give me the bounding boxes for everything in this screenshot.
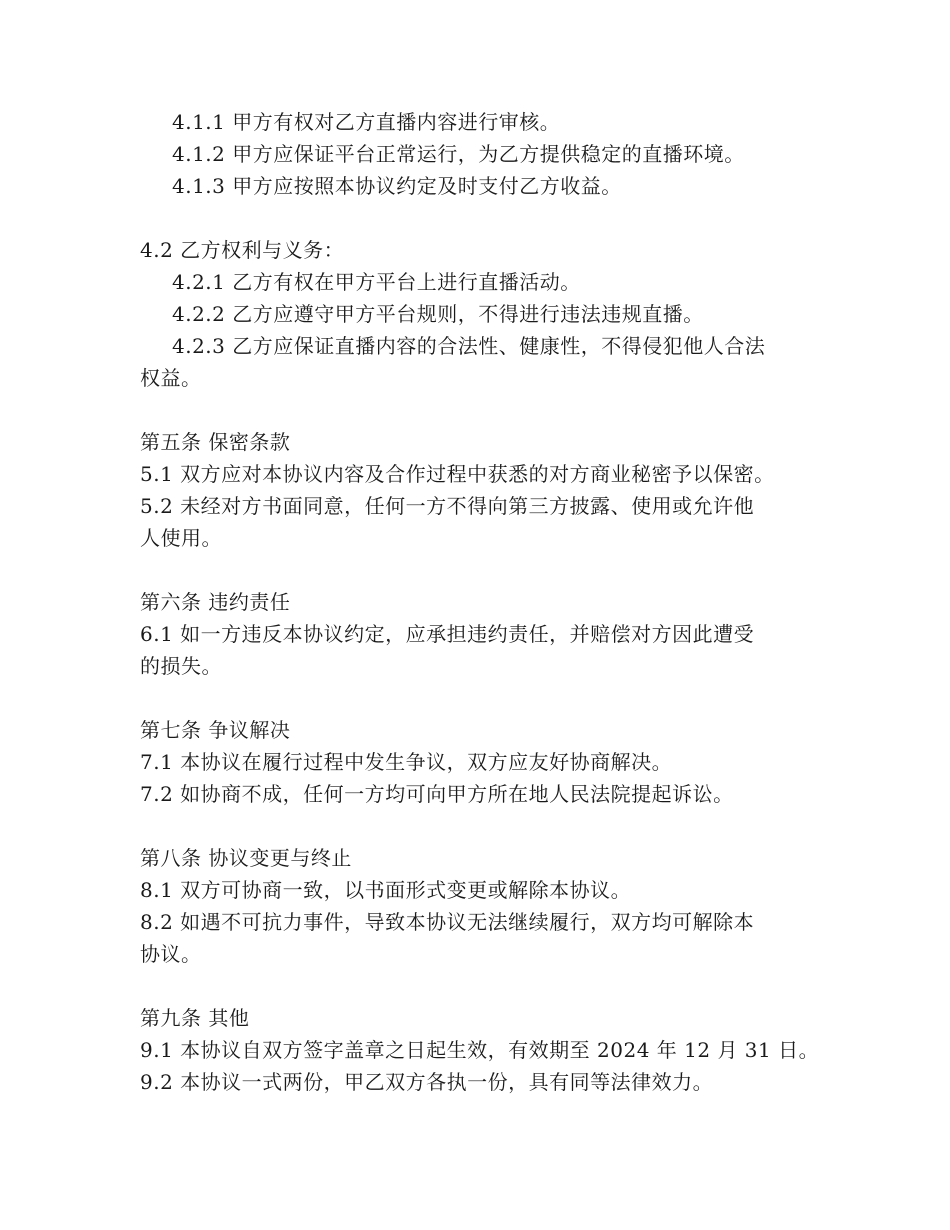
paragraph-gap (140, 682, 830, 714)
text-line: 4.2.3 乙方应保证直播内容的合法性、健康性，不得侵犯他人合法 (172, 334, 766, 358)
text-line: 的损失。 (140, 654, 222, 678)
text-line: 7.1 本协议在履行过程中发生争议，双方应友好协商解决。 (140, 750, 673, 774)
paragraph-gap (140, 554, 830, 586)
text-line: 4.1.3 甲方应按照本协议约定及时支付乙方收益。 (172, 174, 622, 198)
paragraph-gap (140, 202, 830, 234)
text-line: 9.2 本协议一式两份，甲乙双方各执一份，具有同等法律效力。 (140, 1070, 714, 1094)
text-line: 6.1 如一方违反本协议约定，应承担违约责任，并赔偿对方因此遭受 (140, 622, 755, 646)
text-line: 8.2 如遇不可抗力事件，导致本协议无法继续履行，双方均可解除本 (140, 910, 755, 934)
text-line: 第八条 协议变更与终止 (140, 846, 352, 870)
text-line: 8.1 双方可协商一致，以书面形式变更或解除本协议。 (140, 878, 632, 902)
text-line: 权益。 (140, 366, 202, 390)
paragraph-gap (140, 970, 830, 1002)
paragraph-gap (140, 394, 830, 426)
text-line: 5.1 双方应对本协议内容及合作过程中获悉的对方商业秘密予以保密。 (140, 462, 775, 486)
text-line: 4.1.2 甲方应保证平台正常运行，为乙方提供稳定的直播环境。 (172, 142, 745, 166)
document-body (140, 106, 830, 1098)
text-line: 第七条 争议解决 (140, 718, 291, 742)
text-line: 7.2 如协商不成，任何一方均可向甲方所在地人民法院提起诉讼。 (140, 782, 734, 806)
text-line: 4.2 乙方权利与义务： (140, 238, 345, 262)
paragraph-gap (140, 810, 830, 842)
text-line: 人使用。 (140, 526, 222, 550)
text-line: 第五条 保密条款 (140, 430, 291, 454)
text-line: 协议。 (140, 942, 202, 966)
text-line: 4.2.1 乙方有权在甲方平台上进行直播活动。 (172, 270, 581, 294)
text-line: 第六条 违约责任 (140, 590, 291, 614)
text-line: 4.2.2 乙方应遵守甲方平台规则，不得进行违法违规直播。 (172, 302, 704, 326)
text-line: 4.1.1 甲方有权对乙方直播内容进行审核。 (172, 110, 561, 134)
text-line: 5.2 未经对方书面同意，任何一方不得向第三方披露、使用或允许他 (140, 494, 755, 518)
text-line: 9.1 本协议自双方签字盖章之日起生效，有效期至 2024 年 12 月 31 日。 (140, 1038, 820, 1062)
text-line: 第九条 其他 (140, 1006, 250, 1030)
